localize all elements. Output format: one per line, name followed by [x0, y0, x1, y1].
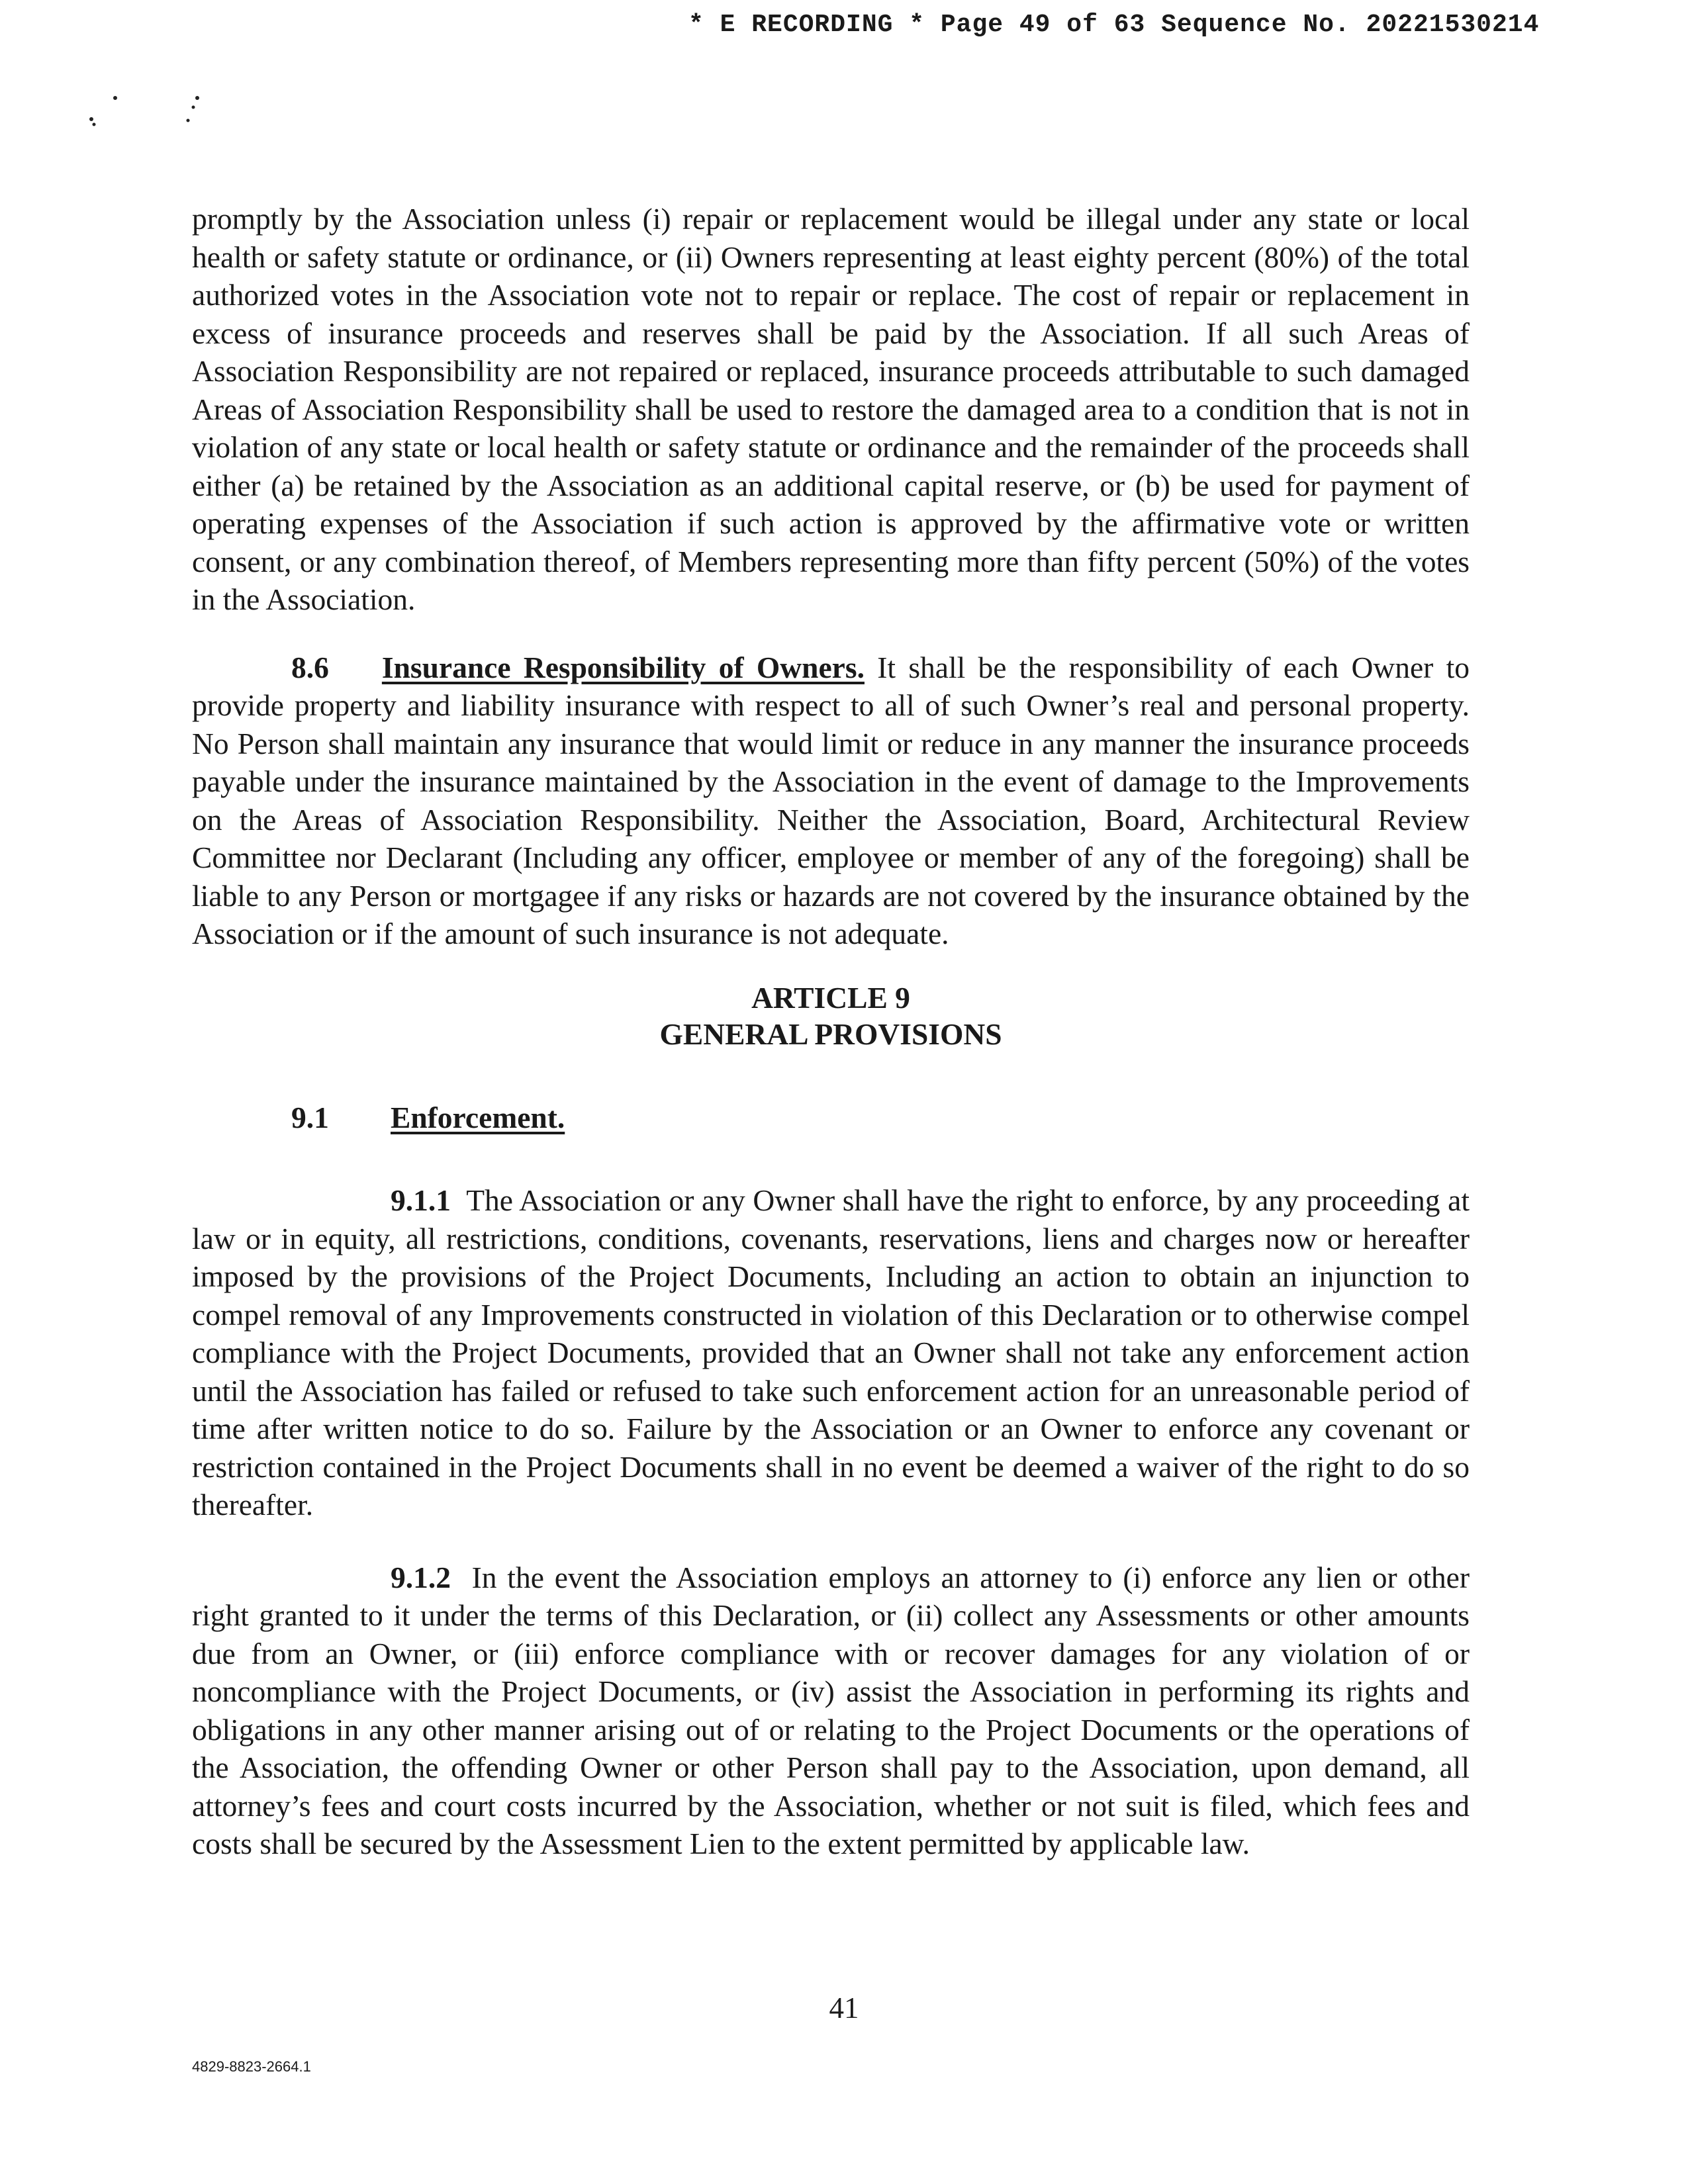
section-9-1-heading-line — [192, 1099, 1470, 1137]
section-9-1-2-text: In the event the Association employs an attorney to (i) enforce any lien or other right granted to it under the terms of this Declaration, or (ii) collect any Assessments or other amounts due from an Owner, or (iii) enforce compliance with or recover damages for any violation of or noncompliance with the Project Documents, or (iv) assist the Association in performing its rights and obligations in any other manner arising out of or relating to the Project Documents or the operations of the Association, the offending Owner or other Person shall pay to the Association, upon demand, all attorney’s fees and court costs incurred by the Association, whether or not suit is filed, which fees and costs shall be secured by the Assessment Lien to the extent permitted by applicable law. — [192, 1560, 1470, 1860]
section-8-6-text: It shall be the responsibility of each Owner to provide property and liability insurance with respect to all of such Owner’s real and personal property. No Person shall maintain any insurance that would limit or reduce in any manner the insurance proceeds payable under the insurance maintained by the Association in the event of damage to the Improvements on the Areas of Association Responsibility. Neither the Association, Board, Architectural Review Committee nor Declarant (Including any officer, employee or member of any of the foregoing) shall be liable to any Person or mortgagee if any risks or hazards are not covered by the insurance obtained by the Association or if the amount of such insurance is not adequate. — [192, 650, 1470, 950]
page-number: 41 — [829, 1991, 859, 2025]
section-8-6-heading: Insurance Responsibility of Owners. — [381, 650, 865, 684]
article-title: GENERAL PROVISIONS — [659, 1017, 1002, 1051]
section-9-1-number: 9.1 — [291, 1100, 329, 1134]
document-body — [192, 200, 1470, 1863]
scan-specks — [86, 93, 232, 132]
article-heading — [192, 979, 1470, 1052]
section-8-6-number: 8.6 — [291, 650, 329, 684]
section-8-6-paragraph — [192, 649, 1470, 953]
continuation-paragraph: promptly by the Association unless (i) repair or replacement would be illegal under any state or local health or safety statute or ordinance, or (ii) Owners representing at least eighty percent (80%) of the total authorized votes in the Association vote not to repair or replace. The cost of repair or replacement in excess of insurance proceeds and reserves shall be paid by the Association. If all such Areas of Association Responsibility are not repaired or replaced, insurance proceeds attributable to such damaged Areas of Association Responsibility shall be used to restore the damaged area to a condition that is not in violation of any state or local health or safety statute or ordinance and the remainder of the proceeds shall either (a) be retained by the Association as an additional capital reserve, or (b) be used for payment of operating expenses of the Association if such action is approved by the affirmative vote or written consent, or any combination thereof, of Members representing more than fifty percent (50%) of the votes in the Association. — [192, 202, 1470, 616]
section-9-1-1-text: The Association or any Owner shall have the right to enforce, by any proceeding at law or in equity, all restrictions, conditions, covenants, reservations, liens and charges now or hereafter imposed by the provisions of the Project Documents, Including an action to obtain an injunction to compel removal of any Improvements constructed in violation of this Declaration or to otherwise compel compliance with the Project Documents, provided that an Owner shall not take any enforcement action until the Association has failed or refused to take such enforcement action for an unreasonable period of time after written notice to do so. Failure by the Association or an Owner to enforce any covenant or restriction contained in the Project Documents shall in no event be deemed a waiver of the right to do so thereafter. — [192, 1183, 1470, 1522]
section-9-1-2-number: 9.1.2 — [391, 1560, 451, 1594]
section-9-1-1-paragraph — [192, 1181, 1470, 1524]
section-9-1-2-paragraph — [192, 1559, 1470, 1863]
section-9-1-1-number: 9.1.1 — [391, 1183, 451, 1217]
document-id: 4829-8823-2664.1 — [192, 2058, 311, 2075]
article-number: ARTICLE 9 — [751, 980, 910, 1015]
section-9-1-heading: Enforcement. — [391, 1100, 565, 1134]
recording-stamp-header: * E RECORDING * Page 49 of 63 Sequence No. 20221530214 — [688, 11, 1540, 39]
